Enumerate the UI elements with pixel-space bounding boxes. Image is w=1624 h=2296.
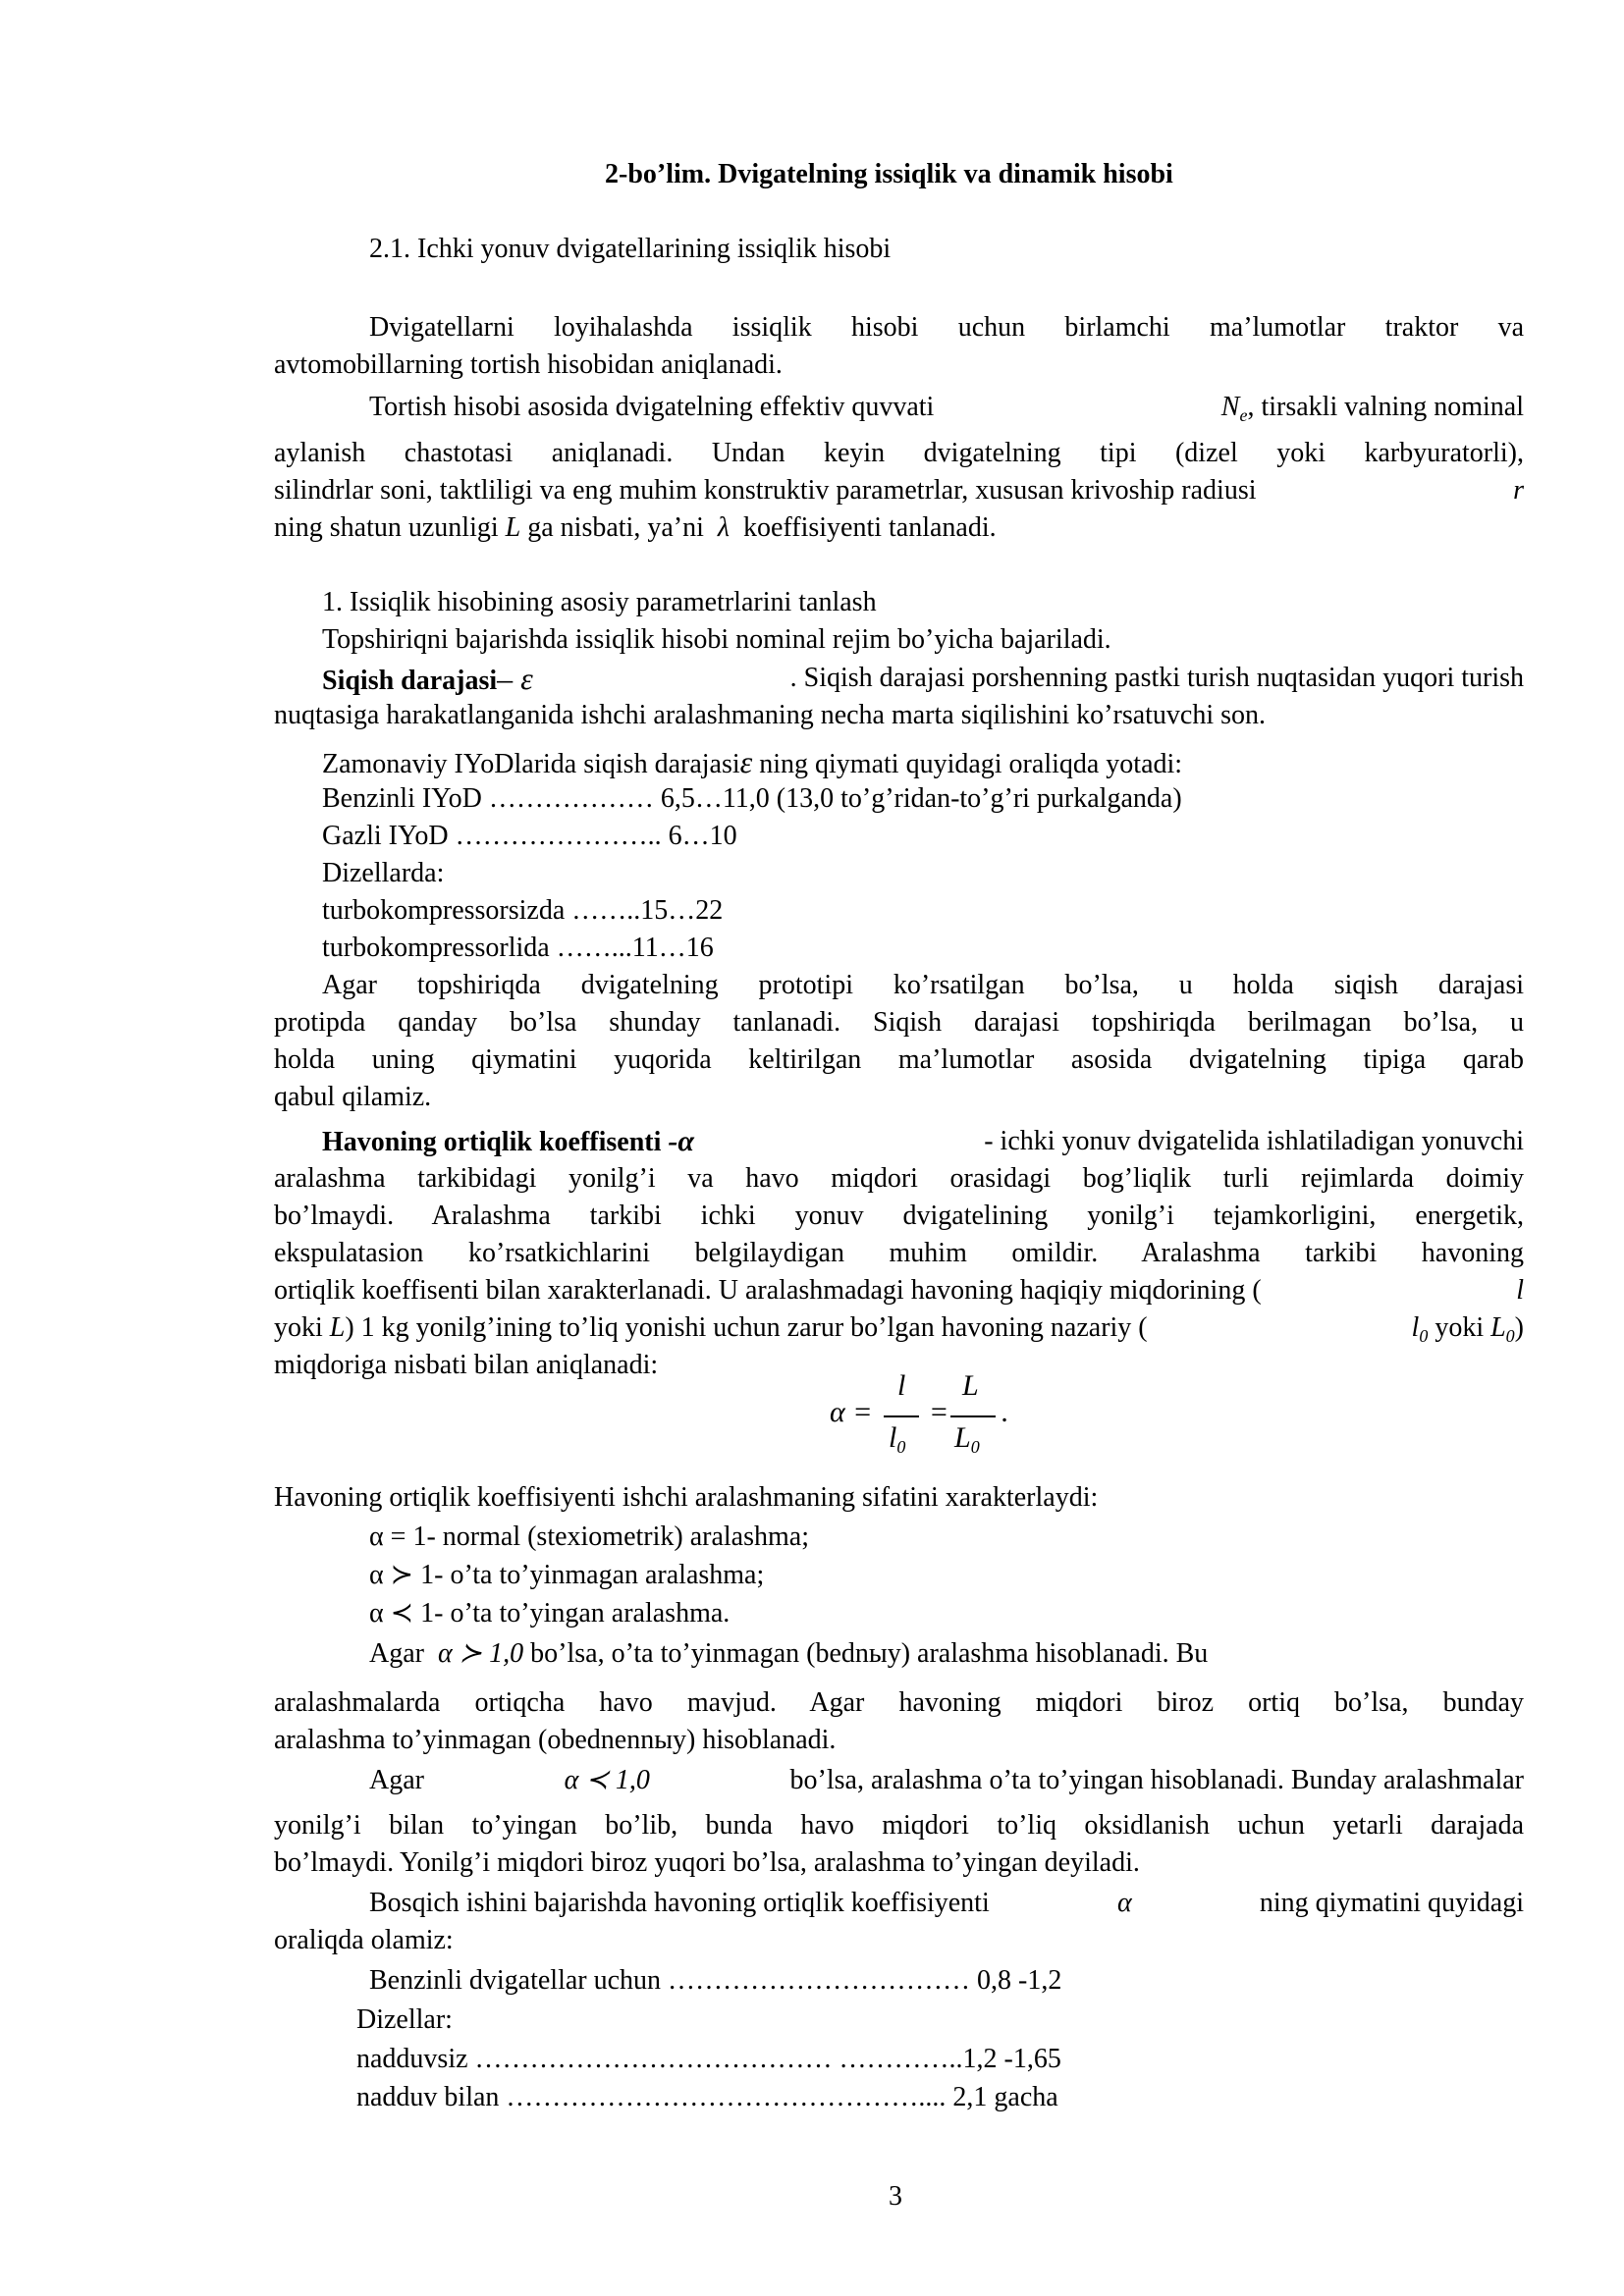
paragraph-line: Zamonaviy IYoDlarida siqish darajasiε ning qiymati quyidagi oraliqda yotadi: (322, 744, 1183, 779)
paragraph-line: avtomobillarning tortish hisobidan aniqlanadi. (274, 349, 783, 380)
list-line: turbokompressorlida ……...11…16 (322, 933, 714, 963)
subsection-heading: 2.1. Ichki yonuv dvigatellarining issiqlik hisobi (369, 234, 892, 264)
ne-symbol: $N_e$, tirsakli valning nominal (1220, 392, 1524, 425)
formula-alpha: α = (830, 1396, 873, 1428)
list-line: nadduvsiz ………………………………… …………..1,2 -1,65 (356, 2044, 1061, 2074)
fraction-bar (884, 1415, 919, 1417)
list-line: Dizellar: (356, 2004, 453, 2035)
paragraph-line: Agar α ≻ 1,0 bo’lsa, o’ta to’yinmagan (bednыy) aralashma hisoblanadi. Bu (369, 1638, 1209, 1669)
list-line: Benzinli IYoD ……………… 6,5…11,0 (13,0 to’g’ridan-to’g’ri purkalganda) (322, 783, 1182, 814)
list-line: Dizellarda: (322, 858, 445, 888)
paragraph-line: yoki L) 1 kg yonilg’ining to’liq yonishi uchun zarur bo’lgan havoning nazariy ( $l_0$ yoki $L_0$) (274, 1312, 1524, 1346)
paragraph-line: Havoning ortiqlik koeffisenti -α - ichki yonuv dvigatelida ishlatiladigan yonuvchi (322, 1125, 1524, 1157)
paragraph-line (274, 473, 1524, 508)
list-line: α ≻ 1- o’ta to’yinmagan aralashma; (369, 1560, 765, 1590)
paragraph-line: Havoning ortiqlik koeffisiyenti ishchi aralashmaning sifatini xarakterlaydi: (274, 1482, 1099, 1513)
formula-denominator: $L_0$ (954, 1421, 980, 1457)
paragraph-line: Dvigatellarni loyihalashda issiqlik hisobi uchun birlamchi ma’lumotlar traktor va (369, 312, 1524, 343)
list-line: Benzinli dvigatellar uchun …………………………… 0,8 -1,2 (369, 1965, 1062, 1996)
formula-denominator: $l_0$ (889, 1421, 906, 1457)
paragraph-line: Bosqich ishini bajarishda havoning ortiqlik koeffisiyenti α ning qiymatini quyidagi (369, 1888, 1524, 1918)
numbered-heading: 1. Issiqlik hisobining asosiy parametrlarini tanlash (322, 587, 877, 617)
paragraph-line: protipda qanday bo’lsa shunday tanlanadi. Siqish darajasi topshiriqda berilmagan bo’lsa, u (274, 1007, 1524, 1038)
paragraph-line: aralashma to’yinmagan (obednennыy) hisoblanadi. (274, 1725, 837, 1755)
paragraph-line: bo’lmaydi. Aralashma tarkibi ichki yonuv dvigatelining yonilg’i tejamkorligini, energetik, (274, 1201, 1524, 1231)
paragraph-line: yonilg’i bilan to’yingan bo’lib, bunda havo miqdori to’liq oksidlanish uchun yetarli darajada (274, 1810, 1524, 1841)
paragraph-line: Agar α ≺ 1,0 bo’lsa, aralashma o’ta to’yingan hisoblanadi. Bunday aralashmalar (369, 1765, 1524, 1795)
paragraph-line: ning shatun uzunligi L ga nisbati, ya’ni λ koeffisiyenti tanlanadi. (274, 512, 997, 543)
text-run: silindrlar soni, taktliligi va eng muhim konstruktiv parametrlar, xususan krivoship radiusi (274, 475, 1257, 506)
list-line: α ≺ 1- o’ta to’yingan aralashma. (369, 1598, 731, 1629)
list-line: Gazli IYoD ………………….. 6…10 (322, 821, 737, 851)
formula-numerator: L (962, 1369, 979, 1402)
formula-numerator: l (897, 1369, 906, 1402)
r-symbol: r (1513, 475, 1524, 506)
paragraph-line: nuqtasiga harakatlanganida ishchi aralashmaning necha marta siqilishini ko’rsatuvchi son. (274, 700, 1267, 730)
paragraph-line: ortiqlik koeffisenti bilan xarakterlanadi. U aralashmadagi havoning haqiqiy miqdorining ( l (274, 1275, 1524, 1306)
paragraph-line: bo’lmaydi. Yonilg’i miqdori biroz yuqori bo’lsa, aralashma to’yingan deyiladi. (274, 1847, 1140, 1878)
text-run: Tortish hisobi asosida dvigatelning effektiv quvvati (369, 392, 935, 422)
paragraph-line (369, 390, 1524, 433)
paragraph-line: ekspulatasion ko’rsatkichlarini belgilaydigan muhim omildir. Aralashma tarkibi havoning (274, 1238, 1524, 1268)
paragraph-line: aralashma tarkibidagi yonilg’i va havo miqdori orasidagi bog’liqlik turli rejimlarda doimiy (274, 1163, 1524, 1194)
paragraph-line: Agar topshiriqda dvigatelning prototipi ko’rsatilgan bo’lsa, u holda siqish darajasi (322, 970, 1524, 1000)
paragraph-line: aralashmalarda ortiqcha havo mavjud. Agar havoning miqdori biroz ortiq bo’lsa, bunday (274, 1687, 1524, 1718)
paragraph-line: holda uning qiymatini yuqorida keltirilgan ma’lumotlar asosida dvigatelning tipiga qarab (274, 1044, 1524, 1075)
list-line: nadduv bilan ……………………………………….... 2,1 gacha (356, 2082, 1058, 2112)
list-line: α = 1- normal (stexiometrik) aralashma; (369, 1522, 809, 1552)
page-number: 3 (889, 2181, 902, 2212)
paragraph-line: miqdoriga nisbati bilan aniqlanadi: (274, 1350, 659, 1380)
paragraph-line: Siqish darajasi– ε . Siqish darajasi porshenning pastki turish nuqtasidan yuqori turish (322, 661, 1524, 696)
section-heading: 2-bo’lim. Dvigatelning issiqlik va dinamik hisobi (605, 159, 1173, 189)
paragraph-line: aylanish chastotasi aniqlanadi. Undan keyin dvigatelning tipi (dizel yoki karbyuratorli), (274, 438, 1524, 468)
paragraph-line: qabul qilamiz. (274, 1082, 432, 1112)
fraction-bar (950, 1415, 996, 1417)
list-line: turbokompressorsizda ……..15…22 (322, 895, 724, 926)
paragraph-line: Topshiriqni bajarishda issiqlik hisobi nominal rejim bo’yicha bajariladi. (322, 624, 1111, 655)
formula-period: . (1001, 1396, 1009, 1428)
paragraph-line: oraliqda olamiz: (274, 1925, 454, 1955)
formula-equals: = (929, 1396, 949, 1428)
